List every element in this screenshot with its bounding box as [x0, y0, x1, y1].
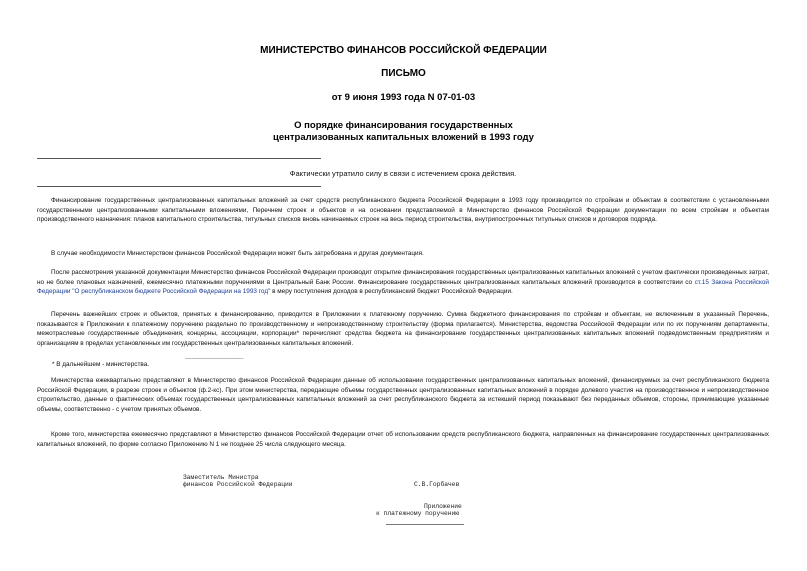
ministry-heading: МИНИСТЕРСТВО ФИНАНСОВ РОССИЙСКОЙ ФЕДЕРАЦИИ: [260, 45, 547, 56]
paragraph-1: Финансирование государственных централизованных капитальных вложений за счет средств республиканского бюджета Российской Федерации в 1993 году производится по стройкам и объектам в соответствии с установленными государственными централизованными капитальными вложениями, Перечнем строек и объектов и на основании представляемой в Министерство финансов Российской Федерации документации по всем стройкам и объектам производственного назначения: планов капитального строительства, титульных списков вновь начинаемых строек на весь период строительства, внутрипостроечных титульных списков и договоров подряда.: [37, 197, 769, 223]
paragraph-3-end: в меру поступления доходов в республиканский бюджет Российской Федерации.: [270, 288, 513, 295]
document-title-line-2: централизованных капитальных вложений в 1993 году: [273, 132, 534, 143]
document-title-line-1: О порядке финансирования государственных: [294, 120, 513, 131]
document-type: ПИСЬМО: [381, 68, 426, 79]
paragraph-3-start: После рассмотрения указанной документации Министерство финансов Российской Федерации производит открытие финансирования государственных централизованных капитальных вложений с учетом фактически произведенных затрат, но не более плановых назначений, ежемесячно платежными поручениями в Центральный Банк России. Финансирование государственных централизованных капитальных вложений производится в соответствии со: [37, 269, 769, 286]
signature-position-2: финансов Российской Федерации: [183, 481, 293, 488]
date-number: от 9 июня 1993 года N 07-01-03: [331, 92, 476, 103]
paragraph-2: В случае необходимости Министерством финансов Российской Федерации может быть затребована и другая документация.: [51, 250, 424, 257]
footnote-separator: ________________: [185, 353, 244, 360]
signature-position-1: Заместитель Министра: [183, 474, 259, 481]
law-link[interactable]: ст.15 Закона Российской Федерации "О республиканском бюджете Российской Федерации на 1993 год": [37, 278, 769, 295]
appendix-line-1: Приложение: [424, 503, 462, 510]
status-note: Фактически утратило силу в связи с истечением срока действия.: [289, 169, 517, 178]
appendix-rule: [386, 524, 464, 525]
paragraph-6: Кроме того, министерства ежемесячно представляют в Министерство финансов Российской Федерации отчет об использовании средств республиканского бюджета, направленных на финансирование государственных централизованных капитальных вложений, по форме согласно Приложению N 1 не позднее 25 числа следующего месяца.: [37, 431, 769, 448]
divider-top: [37, 158, 321, 159]
footnote: * В дальнейшем - министерства.: [52, 361, 150, 368]
divider-bottom: [37, 186, 321, 187]
appendix-line-2: к платежному поручению: [376, 510, 460, 517]
paragraph-4: Перечень важнейших строек и объектов, принятых к финансированию, приводится в Приложении к платежному поручению. Сумма бюджетного финансирования по стройкам и объектам, не включенным в указанный Перечень, показывается в Приложении к платежному поручению раздельно по производственному и непроизводственному строительству (форма прилагается). Министерства, ведомства Российской Федерации или по их поручениям департаменты, межотраслевые государственные объединения, концерны, ассоциации, корпорации* перечисляют средства бюджета на финансирование государственных централизованных капитальных вложений подведомственным предприятиям и организациям в пределах установленных им государственных централизованных капитальных вложений.: [37, 311, 769, 347]
paragraph-3: [37, 268, 769, 297]
signature-name: С.В.Горбачев: [414, 481, 460, 488]
paragraph-5: Министерства ежеквартально представляют в Министерство финансов Российской Федерации данные об использовании государственных централизованных капитальных вложений, финансируемых за счет республиканского бюджета Российской Федерации, в разрезе строек и объектов (ф.2-кс). При этом министерства, передающие объемы государственных централизованных капитальных вложений в порядке долевого участия на производственное и непроизводственное строительство, данные о фактических объемах государственных централизованных капитальных вложений за счет республиканского бюджета за истекший период показывают без переданных объемов, стороны, принимающие указанные объемы, соответственно - с учетом принятых объемов.: [37, 377, 769, 413]
